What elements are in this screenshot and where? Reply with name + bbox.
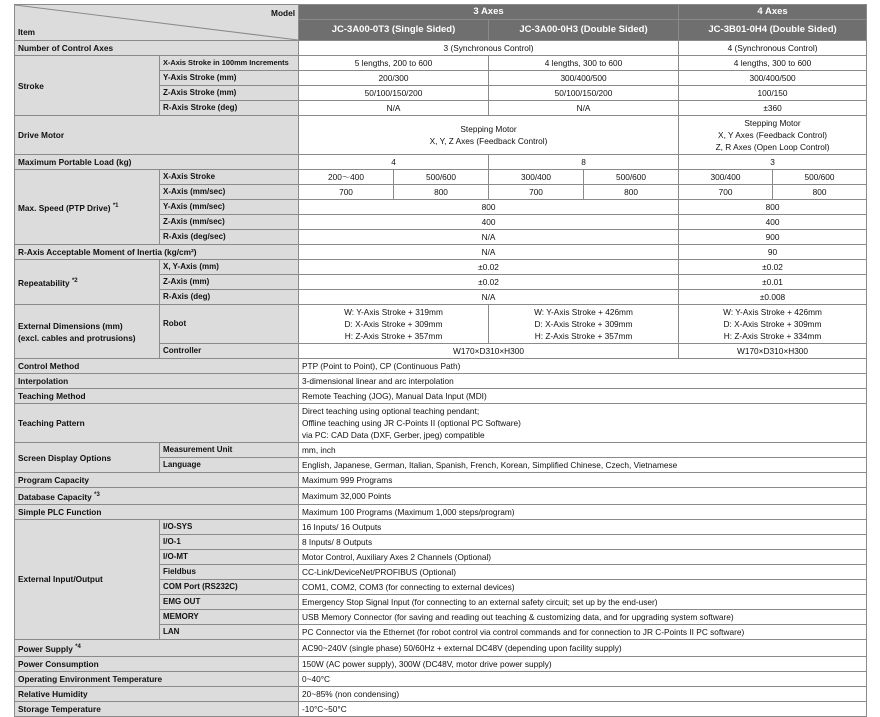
val-repeat-r-3: N/A xyxy=(299,290,679,305)
val-speed-z-4: 400 xyxy=(679,215,867,230)
label-external-io: External Input/Output xyxy=(15,519,160,639)
database-capacity-note: *3 xyxy=(94,492,100,498)
val-stroke-x-b: 4 lengths, 300 to 600 xyxy=(489,56,679,71)
val-measurement-unit: mm, inch xyxy=(299,443,867,458)
val-speed-y-3: 800 xyxy=(299,200,679,215)
max-speed-label-text: Max. Speed (PTP Drive) xyxy=(18,202,111,213)
sub-repeat-r: R-Axis (deg) xyxy=(160,290,299,305)
val-operating-temp: 0~40°C xyxy=(299,671,867,686)
sub-repeat-z: Z-Axis (mm) xyxy=(160,275,299,290)
power-supply-label-text: Power Supply xyxy=(18,643,73,654)
val-io-sys: 16 Inputs/ 16 Outputs xyxy=(299,519,867,534)
val-speed-stroke-a2: 500/600 xyxy=(394,170,489,185)
sub-measurement-unit: Measurement Unit xyxy=(160,443,299,458)
val-speed-stroke-c1: 300/400 xyxy=(679,170,773,185)
val-stroke-z-c: 100/150 xyxy=(679,86,867,101)
val-speed-r-3: N/A xyxy=(299,230,679,245)
val-lan: PC Connector via the Ethernet (for robot control via control commands and for connection to JR C-Points II PC software) xyxy=(299,624,867,639)
row-interpolation xyxy=(15,374,867,389)
sub-speed-stroke: X-Axis Stroke xyxy=(160,170,299,185)
value-control-axes-3: 3 (Synchronous Control) xyxy=(299,41,679,56)
teaching-pattern-line2: Offline teaching using JR C-Points II (optional PC Software) xyxy=(302,418,521,428)
val-control-method: PTP (Point to Point), CP (Continuous Path) xyxy=(299,359,867,374)
model-single-sided: JC-3A00-0T3 (Single Sided) xyxy=(299,20,489,41)
val-speed-x-a2: 800 xyxy=(394,185,489,200)
row-inertia xyxy=(15,245,867,260)
row-repeat-xy xyxy=(15,260,867,275)
model-label: Model xyxy=(271,8,295,18)
val-stroke-y-c: 300/400/500 xyxy=(679,71,867,86)
label-repeatability xyxy=(15,260,160,305)
val-memory: USB Memory Connector (for saving and reading out teaching & customizing data, and for upgrading system software) xyxy=(299,609,867,624)
val-drive-motor-3 xyxy=(299,116,679,155)
sub-stroke-y: Y-Axis Stroke (mm) xyxy=(160,71,299,86)
val-io-mt: Motor Control, Auxiliary Axes 2 Channels (Optional) xyxy=(299,549,867,564)
spec-table xyxy=(14,4,867,717)
val-max-load-c: 3 xyxy=(679,155,867,170)
val-stroke-y-a: 200/300 xyxy=(299,71,489,86)
label-external-dimensions xyxy=(15,305,160,359)
row-storage-temp xyxy=(15,701,867,716)
val-speed-x-b1: 700 xyxy=(489,185,584,200)
row-teaching-method xyxy=(15,389,867,404)
val-stroke-r-c: ±360 xyxy=(679,101,867,116)
header-corner xyxy=(15,5,299,41)
row-teaching-pattern xyxy=(15,404,867,443)
sub-stroke-r: R-Axis Stroke (deg) xyxy=(160,101,299,116)
drive-motor-3-line2: X, Y, Z Axes (Feedback Control) xyxy=(429,136,548,146)
sub-speed-r: R-Axis (deg/sec) xyxy=(160,230,299,245)
val-stroke-z-b: 50/100/150/200 xyxy=(489,86,679,101)
label-power-supply xyxy=(15,639,299,656)
repeatability-note: *2 xyxy=(71,278,78,285)
val-stroke-r-a: N/A xyxy=(299,101,489,116)
drive-motor-4-line3: Z, R Axes (Open Loop Control) xyxy=(715,142,830,152)
val-speed-stroke-a1: 200～400 xyxy=(299,170,394,185)
sub-lan: LAN xyxy=(160,624,299,639)
sub-speed-y: Y-Axis (mm/sec) xyxy=(160,200,299,215)
val-speed-stroke-c2: 500/600 xyxy=(773,170,867,185)
val-inertia-4: 90 xyxy=(679,245,867,260)
dims-b-h: H: Z-Axis Stroke + 357mm xyxy=(534,331,633,341)
label-storage-temp: Storage Temperature xyxy=(15,701,299,716)
spec-table-container xyxy=(14,4,866,717)
sub-io-mt: I/O-MT xyxy=(160,549,299,564)
teaching-pattern-line3: via PC: CAD Data (DXF, Gerber, jpeg) compatible xyxy=(302,430,485,440)
label-screen-display: Screen Display Options xyxy=(15,443,160,473)
val-stroke-r-b: N/A xyxy=(489,101,679,116)
database-capacity-label-text: Database Capacity xyxy=(18,491,92,502)
val-repeat-r-4: ±0.008 xyxy=(679,290,867,305)
val-fieldbus: CC-Link/DeviceNet/PROFIBUS (Optional) xyxy=(299,564,867,579)
label-control-axes: Number of Control Axes xyxy=(15,41,299,56)
sub-stroke-x: X-Axis Stroke in 100mm Increments xyxy=(160,56,299,71)
row-power-consumption xyxy=(15,656,867,671)
label-max-load: Maximum Portable Load (kg) xyxy=(15,155,299,170)
val-repeat-z-4: ±0.01 xyxy=(679,275,867,290)
dims-a-d: D: X-Axis Stroke + 309mm xyxy=(344,319,443,329)
sub-speed-x: X-Axis (mm/sec) xyxy=(160,185,299,200)
power-supply-note: *4 xyxy=(75,643,81,650)
dims-b-w: W: Y-Axis Stroke + 426mm xyxy=(534,307,633,317)
label-teaching-method: Teaching Method xyxy=(15,389,299,404)
sub-stroke-z: Z-Axis Stroke (mm) xyxy=(160,86,299,101)
val-stroke-x-a: 5 lengths, 200 to 600 xyxy=(299,56,489,71)
val-repeat-xy-3: ±0.02 xyxy=(299,260,679,275)
val-inertia-3: N/A xyxy=(299,245,679,260)
val-speed-x-b2: 800 xyxy=(584,185,679,200)
sub-repeat-xy: X, Y-Axis (mm) xyxy=(160,260,299,275)
val-repeat-xy-4: ±0.02 xyxy=(679,260,867,275)
val-power-supply: AC90~240V (single phase) 50/60Hz + external DC48V (depending upon facility supply) xyxy=(299,639,867,656)
val-speed-z-3: 400 xyxy=(299,215,679,230)
label-max-speed xyxy=(15,170,160,245)
dims-a-w: W: Y-Axis Stroke + 319mm xyxy=(344,307,443,317)
val-speed-y-4: 800 xyxy=(679,200,867,215)
row-max-load xyxy=(15,155,867,170)
val-humidity: 20~85% (non condensing) xyxy=(299,686,867,701)
model-double-sided-3: JC-3A00-0H3 (Double Sided) xyxy=(489,20,679,41)
row-drive-motor xyxy=(15,116,867,155)
sub-dims-controller: Controller xyxy=(160,344,299,359)
label-power-consumption: Power Consumption xyxy=(15,656,299,671)
sub-dims-robot: Robot xyxy=(160,305,299,344)
val-max-load-a: 4 xyxy=(299,155,489,170)
group-4-axes: 4 Axes xyxy=(679,5,867,20)
val-dims-controller-4: W170×D310×H300 xyxy=(679,344,867,359)
header-row-groups xyxy=(15,5,867,20)
label-inertia: R-Axis Acceptable Moment of Inertia (kg/cm²) xyxy=(15,245,299,260)
val-repeat-z-3: ±0.02 xyxy=(299,275,679,290)
val-speed-x-c1: 700 xyxy=(679,185,773,200)
val-dims-c xyxy=(679,305,867,344)
drive-motor-3-line1: Stepping Motor xyxy=(460,124,517,134)
value-control-axes-4: 4 (Synchronous Control) xyxy=(679,41,867,56)
dims-b-d: D: X-Axis Stroke + 309mm xyxy=(534,319,633,329)
max-speed-note: *1 xyxy=(112,203,119,210)
val-language: English, Japanese, German, Italian, Spanish, French, Korean, Simplified Chinese, Czech, Vietnamese xyxy=(299,458,867,473)
val-speed-x-a1: 700 xyxy=(299,185,394,200)
val-speed-x-c2: 800 xyxy=(773,185,867,200)
val-stroke-y-b: 300/400/500 xyxy=(489,71,679,86)
val-teaching-pattern xyxy=(299,404,867,443)
val-speed-stroke-b2: 500/600 xyxy=(584,170,679,185)
val-stroke-z-a: 50/100/150/200 xyxy=(299,86,489,101)
label-drive-motor: Drive Motor xyxy=(15,116,299,155)
val-max-load-b: 8 xyxy=(489,155,679,170)
val-database-capacity: Maximum 32,000 Points xyxy=(299,488,867,505)
teaching-pattern-line1: Direct teaching using optional teaching pendant; xyxy=(302,406,480,416)
drive-motor-4-line2: X, Y Axes (Feedback Control) xyxy=(718,130,828,140)
label-database-capacity xyxy=(15,488,299,505)
row-database-capacity xyxy=(15,488,867,505)
row-power-supply xyxy=(15,639,867,656)
label-operating-temp: Operating Environment Temperature xyxy=(15,671,299,686)
val-io-1: 8 Inputs/ 8 Outputs xyxy=(299,534,867,549)
label-plc: Simple PLC Function xyxy=(15,504,299,519)
sub-fieldbus: Fieldbus xyxy=(160,564,299,579)
dims-label-line1: External Dimensions (mm) xyxy=(18,320,123,331)
val-program-capacity: Maximum 999 Programs xyxy=(299,473,867,488)
sub-memory: MEMORY xyxy=(160,609,299,624)
group-3-axes: 3 Axes xyxy=(299,5,679,20)
label-program-capacity: Program Capacity xyxy=(15,473,299,488)
sub-io-sys: I/O-SYS xyxy=(160,519,299,534)
item-label: Item xyxy=(18,27,36,37)
label-humidity: Relative Humidity xyxy=(15,686,299,701)
val-dims-controller-3: W170×D310×H300 xyxy=(299,344,679,359)
row-screen-unit xyxy=(15,443,867,458)
row-control-method xyxy=(15,359,867,374)
val-dims-b xyxy=(489,305,679,344)
val-interpolation: 3-dimensional linear and arc interpolation xyxy=(299,374,867,389)
row-io-sys xyxy=(15,519,867,534)
val-dims-a xyxy=(299,305,489,344)
row-dims-robot xyxy=(15,305,867,344)
dims-label-line2: (excl. cables and protrusions) xyxy=(18,332,136,343)
row-speed-stroke xyxy=(15,170,867,185)
val-storage-temp: -10°C~50°C xyxy=(299,701,867,716)
sub-io-1: I/O-1 xyxy=(160,534,299,549)
label-control-method: Control Method xyxy=(15,359,299,374)
label-stroke: Stroke xyxy=(15,56,160,116)
val-speed-r-4: 900 xyxy=(679,230,867,245)
val-speed-stroke-b1: 300/400 xyxy=(489,170,584,185)
row-plc xyxy=(15,504,867,519)
model-double-sided-4: JC-3B01-0H4 (Double Sided) xyxy=(679,20,867,41)
sub-speed-z: Z-Axis (mm/sec) xyxy=(160,215,299,230)
drive-motor-4-line1: Stepping Motor xyxy=(744,118,801,128)
row-program-capacity xyxy=(15,473,867,488)
row-stroke-x xyxy=(15,56,867,71)
val-teaching-method: Remote Teaching (JOG), Manual Data Input (MDI) xyxy=(299,389,867,404)
dims-a-h: H: Z-Axis Stroke + 357mm xyxy=(344,331,443,341)
val-drive-motor-4 xyxy=(679,116,867,155)
val-com-port: COM1, COM2, COM3 (for connecting to external devices) xyxy=(299,579,867,594)
row-control-axes xyxy=(15,41,867,56)
val-power-consumption: 150W (AC power supply), 300W (DC48V, motor drive power supply) xyxy=(299,656,867,671)
sub-emg-out: EMG OUT xyxy=(160,594,299,609)
label-interpolation: Interpolation xyxy=(15,374,299,389)
dims-c-h: H: Z-Axis Stroke + 334mm xyxy=(723,331,822,341)
sub-com-port: COM Port (RS232C) xyxy=(160,579,299,594)
val-stroke-x-c: 4 lengths, 300 to 600 xyxy=(679,56,867,71)
repeatability-label-text: Repeatability xyxy=(18,277,70,288)
row-humidity xyxy=(15,686,867,701)
dims-c-d: D: X-Axis Stroke + 309mm xyxy=(723,319,822,329)
label-teaching-pattern: Teaching Pattern xyxy=(15,404,299,443)
sub-language: Language xyxy=(160,458,299,473)
corner-diagonal xyxy=(15,5,298,40)
val-plc: Maximum 100 Programs (Maximum 1,000 steps/program) xyxy=(299,504,867,519)
dims-c-w: W: Y-Axis Stroke + 426mm xyxy=(723,307,822,317)
val-emg-out: Emergency Stop Signal Input (for connecting to an external safety circuit; set up by the end-user) xyxy=(299,594,867,609)
row-operating-temp xyxy=(15,671,867,686)
